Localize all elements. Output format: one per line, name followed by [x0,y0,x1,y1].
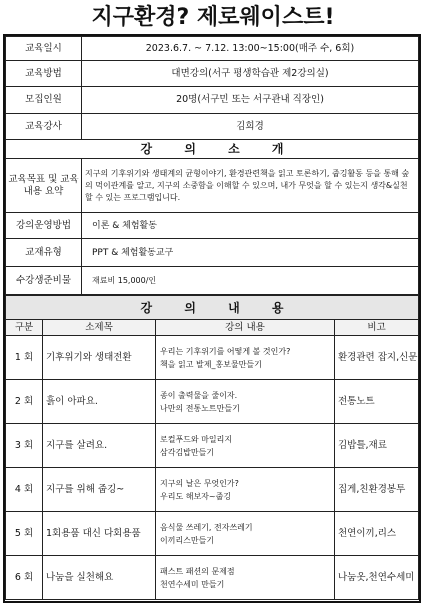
column-header-row [6,320,419,336]
session-content-line: 우리는 기후위기를 어떻게 볼 것인가? [160,346,291,356]
goal-label: 교육목표 및 교육내용 요약 [6,159,82,213]
session-content-line: 나만의 전통노트만들기 [160,403,240,413]
session-subtitle: 지구를 살려요. [43,424,156,468]
fee-label: 수강생준비물 [6,267,82,295]
session-subtitle: 지구를 위해 줍깅~ [43,468,156,512]
material-row [6,239,419,267]
info-value: 대면강의(서구 평생학습관 제2강의실) [82,61,419,87]
info-value: 2023.6.7. ~ 7.12. 13:00~15:00(매주 수, 6회) [82,37,419,61]
info-value: 20명(서구민 또는 서구관내 직장인) [82,87,419,114]
info-row-date [6,37,419,61]
session-round: 6 회 [6,556,43,600]
session-subtitle: 나눔을 실천해요 [43,556,156,600]
session-subtitle: 흙이 아파요. [43,380,156,424]
session-content-line: 로컬푸드와 마일리지 [160,434,233,444]
intro-section-row [6,140,419,159]
session-content [156,556,335,600]
page-title: 지구환경? 제로웨이스트! [91,5,335,30]
operation-value: 이론 & 체험활동 [82,213,419,239]
column-header-round: 구분 [6,320,43,336]
session-row [6,512,419,556]
info-row-instructor [6,114,419,140]
session-content [156,336,335,380]
goal-row [6,159,419,213]
material-value: PPT & 체험활동교구 [82,239,419,267]
session-content [156,512,335,556]
operation-label: 강의운영방법 [6,213,82,239]
session-content [156,424,335,468]
session-row [6,468,419,512]
column-header-subtitle: 소제목 [43,320,156,336]
info-row-capacity [6,87,419,114]
goal-text: 지구의 기후위기와 생태계의 균형이야기, 환경관련책을 읽고 토론하기, 줍깅활동 등을 통해 숲의 먹이관계를 알고, 지구의 소중함을 이해할 수 있으며, 내가 무엇을 할 수 있는지 생각&실천할 수 있는 프로그램입니다. [82,159,419,213]
session-note: 나눔옷,천연수세미 [335,556,419,600]
session-round: 5 회 [6,512,43,556]
session-row [6,424,419,468]
session-subtitle: 1회용품 대신 다회용품 [43,512,156,556]
material-label: 교재유형 [6,239,82,267]
session-content-line: 패스트 패션의 문제점 [160,566,235,576]
session-content [156,380,335,424]
session-content-line: 천연수세미 만들기 [160,579,225,589]
content-section-row [6,296,419,320]
column-header-note: 비고 [335,320,419,336]
course-sheet [3,34,421,603]
session-round: 1 회 [6,336,43,380]
session-row [6,556,419,600]
info-row-method [6,61,419,87]
course-info-table [5,36,419,295]
session-round: 4 회 [6,468,43,512]
info-label: 교육강사 [6,114,82,140]
fee-row [6,267,419,295]
session-note: 천연이끼,리스 [335,512,419,556]
session-row [6,380,419,424]
info-label: 교육일시 [6,37,82,61]
operation-row [6,213,419,239]
session-table [5,295,419,600]
intro-heading: 강 의 소 개 [6,140,419,159]
session-content-line: 종이 출력물을 줄이자. [160,390,238,400]
session-subtitle: 기후위기와 생태전환 [43,336,156,380]
session-round: 2 회 [6,380,43,424]
session-content-line: 우리도 해보자~줍깅 [160,491,232,501]
session-note: 전통노트 [335,380,419,424]
session-content-line: 이끼리스만들기 [160,535,215,545]
session-row [6,336,419,380]
session-content-line: 지구의 날은 무엇인가? [160,478,239,488]
session-content-line: 책을 읽고 발제_홍보물만들기 [160,359,262,369]
info-label: 교육방법 [6,61,82,87]
info-label: 모집인원 [6,87,82,114]
session-content-line: 삼각김밥만들기 [160,447,215,457]
session-note: 환경관련 잡지,신문 [335,336,419,380]
session-note: 김밥틀,재료 [335,424,419,468]
session-content-line: 음식물 쓰레기, 전자쓰레기 [160,522,253,532]
fee-value: 재료비 15,000/인 [82,267,419,295]
session-note: 집게,친환경봉투 [335,468,419,512]
info-value: 김희경 [82,114,419,140]
session-round: 3 회 [6,424,43,468]
content-heading: 강 의 내 용 [6,296,419,320]
column-header-content: 강의 내용 [156,320,335,336]
session-content [156,468,335,512]
